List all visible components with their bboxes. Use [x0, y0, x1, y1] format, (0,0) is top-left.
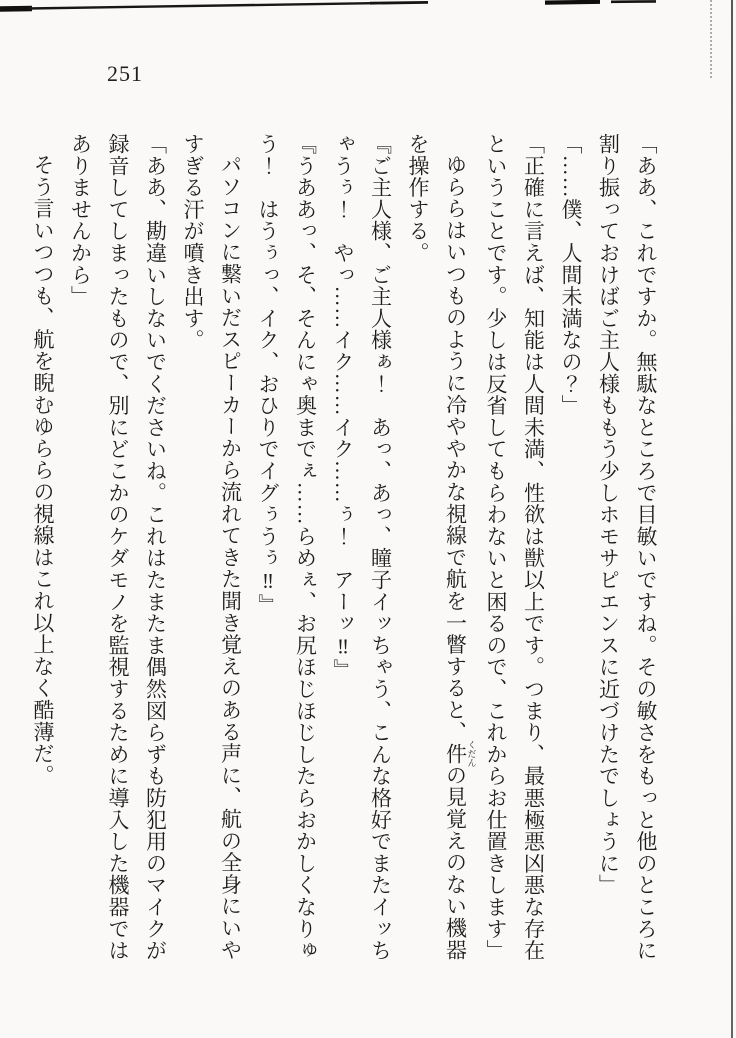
- ruby-base: 件: [443, 740, 468, 768]
- ruby-kudan: [443, 740, 477, 768]
- paragraph-narration-1: [399, 133, 477, 963]
- paragraph-dialogue-2: 「……僕、人間未満なの？」: [559, 133, 583, 417]
- scan-artifact-right-edge: [731, 0, 733, 1038]
- narration-1-post: の見覚えのない機器を操作する。: [406, 133, 468, 961]
- paragraph-narration-3: そう言いつつも、航を睨むゆららの視線はこれ以上なく酷薄だ。: [31, 154, 55, 787]
- paragraph-speaker-quote-1: 『ご主人様、ご主人様ぁ！ あっ、あっ、瞳子イッちゃう、こんな格好でまたイッちゃうぅ！ やっ……イク……イク……ぅ！ アーッ‼』: [331, 133, 393, 962]
- paragraph-speaker-quote-2: 『うああっ、そ、そんにゃ奥までぇ……らめぇ、お尻ほじほじしたらおかしくなりゅう！ はうぅっ、イク、おひりでイグぅうぅ‼』: [256, 133, 318, 962]
- page-number: 251: [107, 61, 143, 86]
- scan-artifact-dotted-line: [710, 0, 712, 78]
- scan-artifact-top-line: [0, 0, 736, 16]
- paragraph-dialogue-3: 「正確に言えば、知能は人間未満、性欲は獣以上です。つまり、最悪極悪凶悪な存在ということです。少しは反省してもらわないと困るので、これからお仕置きします」: [484, 133, 546, 962]
- narration-1-pre: ゆららはいつものように冷ややかな視線で航を一瞥すると、: [443, 154, 468, 743]
- paragraph-narration-2: パソコンに繋いだスピーカーから流れてきた聞き覚えのある声に、航の全身にいやすぎる汗が噴き出す。: [181, 133, 243, 961]
- novel-text-block: [24, 133, 664, 963]
- ruby-furigana: くだん: [466, 740, 477, 768]
- paragraph-dialogue-1: 「ああ、これですか。無駄なところで目敏いですね。その敏さをもっと他のところに割り振っておけばご主人様ももう少しホモサピエンスに近づけたでしょうに」: [596, 133, 658, 962]
- paragraph-dialogue-4: 「ああ、勘違いしないでくださいね。これはたまたま偶然図らずも防犯用のマイクが録音してしまったもので、別にどこかのケダモノを監視するために導入した機器ではありませんから」: [68, 133, 168, 962]
